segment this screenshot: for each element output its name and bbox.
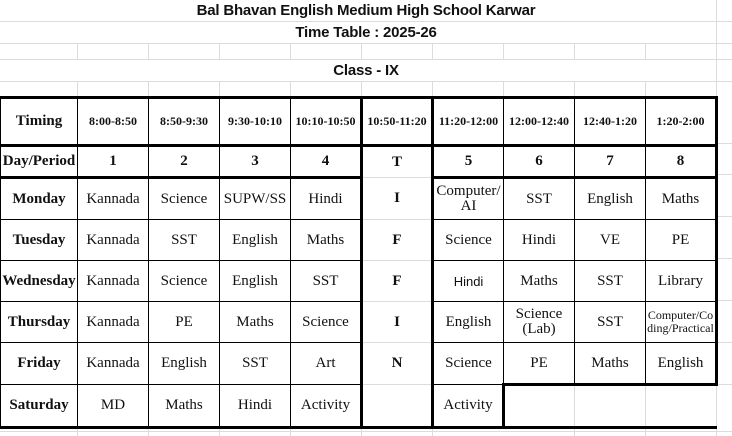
gridline <box>432 81 433 97</box>
break-letter: N <box>362 343 433 385</box>
day-label: Friday <box>1 343 78 385</box>
subject-cell: Science <box>433 343 504 385</box>
period-number: 7 <box>575 146 646 178</box>
timing-cell: 8:00-8:50 <box>78 98 149 146</box>
gridline <box>0 81 732 82</box>
period-label: Day/Period <box>1 146 78 178</box>
break-letter <box>362 385 433 428</box>
subject-cell: Kannada <box>78 302 149 343</box>
day-label: Monday <box>1 178 78 220</box>
subject-cell: Science <box>291 302 362 343</box>
gridline <box>503 81 504 97</box>
subject-cell: Maths <box>149 385 220 428</box>
gridline <box>503 43 504 59</box>
day-row-saturday <box>1 385 717 428</box>
subject-cell: PE <box>504 343 575 385</box>
subject-cell: MD <box>78 385 149 428</box>
subject-cell: SST <box>575 302 646 343</box>
subject-cell: Computer/ AI <box>433 178 504 220</box>
subject-cell: SST <box>149 220 220 261</box>
gridline <box>148 81 149 97</box>
day-row-monday <box>1 178 717 220</box>
gridline <box>0 431 732 432</box>
subject-cell: Maths <box>504 261 575 302</box>
gridline <box>0 43 732 44</box>
break-letter: F <box>362 220 433 261</box>
timing-cell: 12:40-1:20 <box>575 98 646 146</box>
subject-cell: English <box>433 302 504 343</box>
timing-label: Timing <box>1 98 78 146</box>
timing-cell: 11:20-12:00 <box>433 98 504 146</box>
subject-cell: Science <box>149 261 220 302</box>
empty-cell <box>575 385 646 428</box>
subject-cell: Hindi <box>504 220 575 261</box>
timing-cell: 12:00-12:40 <box>504 98 575 146</box>
break-letter: I <box>362 178 433 220</box>
school-name: Bal Bhavan English Medium High School Karwar <box>196 2 536 19</box>
gridline <box>0 21 732 22</box>
break-letter: T <box>362 146 433 178</box>
gridline <box>716 300 732 301</box>
subject-cell: Activity <box>433 385 504 428</box>
period-number: 3 <box>220 146 291 178</box>
day-label: Saturday <box>1 385 78 428</box>
day-label: Thursday <box>1 302 78 343</box>
subject-cell: Kannada <box>78 343 149 385</box>
subject-cell: Maths <box>575 343 646 385</box>
period-row <box>1 146 717 178</box>
subject-cell: English <box>149 343 220 385</box>
subject-cell: SST <box>291 261 362 302</box>
gridline <box>219 43 220 59</box>
day-label: Wednesday <box>1 261 78 302</box>
subject-cell: English <box>575 178 646 220</box>
period-number: 6 <box>504 146 575 178</box>
subject-cell: Library <box>646 261 717 302</box>
subject-cell: Computer/Coding/Practical <box>646 302 717 343</box>
timing-row <box>1 98 717 146</box>
subject-cell: Kannada <box>78 178 149 220</box>
timing-cell: 8:50-9:30 <box>149 98 220 146</box>
subject-cell: Maths <box>291 220 362 261</box>
subject-cell: English <box>646 343 717 385</box>
subject-cell: PE <box>149 302 220 343</box>
gridline <box>574 43 575 59</box>
gridline <box>645 43 646 59</box>
gridline <box>645 81 646 97</box>
gridline <box>432 43 433 59</box>
day-row-friday <box>1 343 717 385</box>
gridline <box>77 81 78 97</box>
period-number: 4 <box>291 146 362 178</box>
timing-cell: 10:10-10:50 <box>291 98 362 146</box>
subject-cell: Science <box>149 178 220 220</box>
gridline <box>290 81 291 97</box>
timing-cell-break: 10:50-11:20 <box>362 98 433 146</box>
period-number: 1 <box>78 146 149 178</box>
gridline <box>716 216 732 217</box>
empty-cell <box>646 385 717 428</box>
gridline <box>716 143 732 144</box>
gridline <box>361 43 362 59</box>
subject-cell: Hindi <box>220 385 291 428</box>
subject-cell: Science (Lab) <box>504 302 575 343</box>
subject-cell: SUPW/SS <box>220 178 291 220</box>
subject-cell: Activity <box>291 385 362 428</box>
timetable <box>0 96 718 429</box>
subject-cell: VE <box>575 220 646 261</box>
class-label: Class - IX <box>333 62 399 79</box>
subject-cell: Maths <box>646 178 717 220</box>
subject-cell: Hindi <box>433 261 504 302</box>
subject-cell: Kannada <box>78 261 149 302</box>
subject-cell: Science <box>433 220 504 261</box>
break-letter: I <box>362 302 433 343</box>
subject-cell: English <box>220 261 291 302</box>
gridline <box>716 258 732 259</box>
gridline <box>716 342 732 343</box>
gridline <box>290 43 291 59</box>
subject-cell: Kannada <box>78 220 149 261</box>
day-row-wednesday <box>1 261 717 302</box>
gridline <box>77 43 78 59</box>
period-number: 5 <box>433 146 504 178</box>
subject-cell: SST <box>575 261 646 302</box>
day-row-thursday <box>1 302 717 343</box>
gridline <box>219 81 220 97</box>
subject-cell: Maths <box>220 302 291 343</box>
gridline <box>148 43 149 59</box>
session-title: Time Table : 2025-26 <box>295 24 437 41</box>
timing-cell: 1:20-2:00 <box>646 98 717 146</box>
gridline <box>574 81 575 97</box>
day-row-tuesday <box>1 220 717 261</box>
gridline <box>716 384 732 385</box>
break-letter: F <box>362 261 433 302</box>
day-label: Tuesday <box>1 220 78 261</box>
gridline <box>0 59 732 60</box>
subject-cell: English <box>220 220 291 261</box>
gridline <box>716 174 732 175</box>
subject-cell: Art <box>291 343 362 385</box>
period-number: 8 <box>646 146 717 178</box>
subject-cell: SST <box>220 343 291 385</box>
subject-cell: Hindi <box>291 178 362 220</box>
empty-cell <box>504 385 575 428</box>
timing-cell: 9:30-10:10 <box>220 98 291 146</box>
period-number: 2 <box>149 146 220 178</box>
gridline <box>361 81 362 97</box>
subject-cell: SST <box>504 178 575 220</box>
subject-cell: PE <box>646 220 717 261</box>
